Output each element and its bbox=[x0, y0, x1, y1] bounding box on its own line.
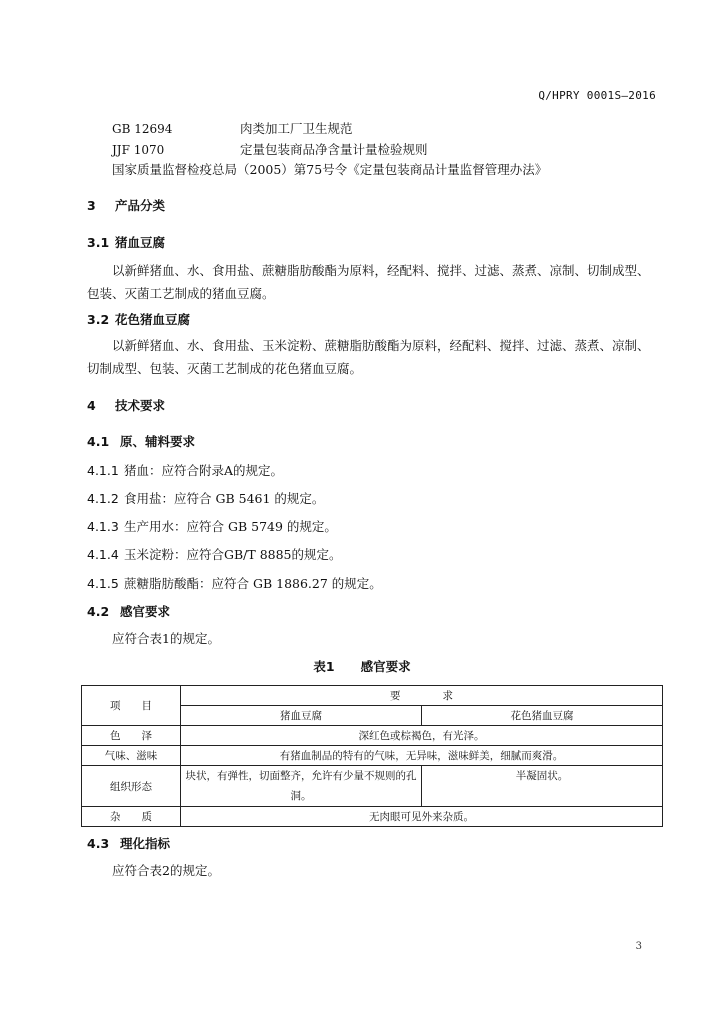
section-number: 3 bbox=[87, 198, 96, 213]
clause-item: 4.1.5 蔗糖脂肪酸酯：应符合 GB 1886.27 的规定。 bbox=[87, 576, 382, 591]
table-header-col-b: 花色猪血豆腐 bbox=[422, 706, 663, 726]
table-cell-value: 有猪血制品的特有的气味，无异味，滋味鲜美，细腻而爽滑。 bbox=[181, 746, 663, 766]
clause-item: 4.1.4 玉米淀粉：应符合GB/T 8885的规定。 bbox=[87, 547, 342, 562]
section-heading bbox=[87, 196, 165, 214]
section-text: 应符合表1的规定。 bbox=[112, 631, 220, 646]
reference-code: GB 12694 bbox=[112, 122, 173, 136]
table-cell-item: 杂 质 bbox=[82, 807, 181, 827]
table-cell-item: 气味、滋味 bbox=[82, 746, 181, 766]
reference-title: 肉类加工厂卫生规范 bbox=[240, 121, 353, 136]
section-number: 4 bbox=[87, 398, 96, 413]
reference-row bbox=[112, 119, 353, 137]
section-number: 4.2 bbox=[87, 604, 110, 619]
table-header-requirement: 要 求 bbox=[181, 686, 663, 706]
table-caption bbox=[0, 657, 724, 675]
table-header-row bbox=[82, 686, 663, 706]
table-header-item: 项 目 bbox=[82, 686, 181, 726]
section-paragraph: 以新鲜猪血、水、食用盐、蔗糖脂肪酸酯为原料，经配料、搅拌、过滤、蒸煮、凉制、切制成型、包装、灭菌工艺制成的猪血豆腐。 bbox=[87, 263, 650, 301]
page-number: 3 bbox=[635, 941, 642, 952]
table-cell-col-b: 半凝固状。 bbox=[422, 766, 663, 807]
section-title: 感官要求 bbox=[120, 604, 171, 619]
clause-item: 4.1.3 生产用水：应符合 GB 5749 的规定。 bbox=[87, 519, 337, 534]
section-heading bbox=[87, 233, 165, 251]
table-cell-value: 深红色或棕褐色，有光泽。 bbox=[181, 726, 663, 746]
reference-note: 国家质量监督检疫总局（2005）第75号令《定量包装商品计量监督管理办法》 bbox=[112, 162, 548, 177]
table-row bbox=[82, 807, 663, 827]
reference-code: JJF 1070 bbox=[112, 143, 165, 157]
section-heading bbox=[87, 310, 190, 328]
section-number: 4.1 bbox=[87, 434, 110, 449]
section-heading bbox=[87, 396, 165, 414]
clause-item: 4.1.2 食用盐：应符合 GB 5461 的规定。 bbox=[87, 491, 325, 506]
standard-code-header: Q/HPRY 0001S—2016 bbox=[538, 89, 656, 102]
table-header-col-a: 猪血豆腐 bbox=[181, 706, 422, 726]
section-heading bbox=[87, 432, 195, 450]
reference-row bbox=[112, 140, 428, 158]
sensory-requirements-table bbox=[81, 685, 663, 827]
section-title: 理化指标 bbox=[120, 836, 171, 851]
table-cell-col-a: 块状，有弹性，切面整齐，允许有少量不规则的孔洞。 bbox=[181, 766, 422, 807]
table-row bbox=[82, 726, 663, 746]
section-paragraph: 以新鲜猪血、水、食用盐、玉米淀粉、蔗糖脂肪酸酯为原料，经配料、搅拌、过滤、蒸煮、凉制、切制成型、包装、灭菌工艺制成的花色猪血豆腐。 bbox=[87, 338, 650, 376]
section-heading bbox=[87, 602, 170, 620]
section-title: 花色猪血豆腐 bbox=[115, 312, 191, 327]
table-row bbox=[82, 766, 663, 807]
table-caption-number: 表1 bbox=[313, 659, 335, 674]
section-title: 猪血豆腐 bbox=[115, 235, 166, 250]
reference-title: 定量包装商品净含量计量检验规则 bbox=[240, 142, 428, 157]
section-number: 3.1 bbox=[87, 235, 110, 250]
section-title: 产品分类 bbox=[115, 198, 166, 213]
section-number: 4.3 bbox=[87, 836, 110, 851]
clause-item: 4.1.1 猪血：应符合附录A的规定。 bbox=[87, 463, 284, 478]
table-caption-title: 感官要求 bbox=[360, 659, 411, 674]
section-title: 原、辅料要求 bbox=[120, 434, 196, 449]
table-cell-item: 组织形态 bbox=[82, 766, 181, 807]
table-cell-value: 无肉眼可见外来杂质。 bbox=[181, 807, 663, 827]
section-number: 3.2 bbox=[87, 312, 110, 327]
table-cell-item: 色 泽 bbox=[82, 726, 181, 746]
section-text: 应符合表2的规定。 bbox=[112, 863, 220, 878]
section-title: 技术要求 bbox=[115, 398, 166, 413]
table-row bbox=[82, 746, 663, 766]
section-heading bbox=[87, 834, 170, 852]
